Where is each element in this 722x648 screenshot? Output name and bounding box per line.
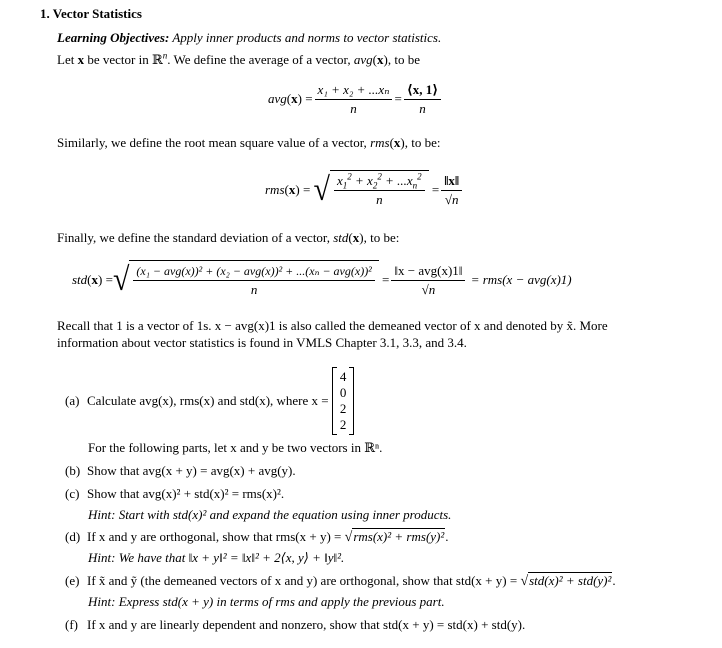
intro-sup-n: n [162, 50, 168, 61]
part-d-text: If x and y are orthogonal, show that rms(x + y) = [87, 529, 342, 544]
std-numerator: (x₁ − avg(x))² + (x₂ − avg(x))² + ...(xₙ − avg(x))² [133, 264, 374, 281]
avg-inner-product: ⟨x, 1⟩ [404, 83, 441, 100]
rms-numerator: $x_1^2 + x_2^2 + ...x_n^2$ [334, 174, 425, 191]
recall-line-2: information about vector statistics is found in VMLS Chapter 3.1, 3.3, and 3.4. [57, 335, 467, 350]
problem-heading [40, 6, 142, 22]
avg-fraction-denominator: n [350, 100, 357, 116]
rms-intro-end: , to be: [404, 135, 441, 150]
problem-number: 1. [40, 6, 50, 21]
avg-fraction-1 [315, 83, 393, 116]
std-intro-text: Finally, we define the standard deviation of a vector, [57, 230, 334, 245]
part-b-label: (b) [65, 463, 81, 478]
part-e-end: . [612, 573, 616, 588]
rms-sqrt-n: √n [444, 191, 459, 207]
vector-entry-3: 2 [339, 401, 347, 416]
rms-intro: Similarly, we define the root mean square value of a vector, rms(x), to be: [57, 135, 441, 150]
part-d-hint: Hint: We have that ‖x + y‖² = ‖x‖² + 2⟨x, y⟩ + ‖y‖². [88, 550, 345, 565]
rms-eq-lhs: rms [265, 182, 285, 197]
std-intro: Finally, we define the standard deviation of a vector, std(x), to be: [57, 230, 400, 245]
part-f-text: If x and y are linearly dependent and nonzero, show that std(x + y) = std(x) + std(y). [87, 617, 526, 632]
part-a-text: Calculate avg(x), rms(x) and std(x), where x = [87, 393, 329, 408]
std-sqrt [113, 260, 379, 300]
vector-entry-4: 2 [339, 417, 347, 432]
vector-entry-1: 4 [339, 369, 347, 384]
part-d-label: (d) [65, 529, 81, 544]
part-c-label: (c) [65, 486, 80, 501]
intro-avg-fn: avg [353, 52, 373, 67]
intro-text-1: Let [57, 52, 78, 67]
objectives-label: Learning Objectives: [57, 30, 170, 45]
intro-text-3: . We define the average of a vector, [167, 52, 354, 67]
std-fraction-2 [391, 264, 465, 297]
avg-equation: avg ( x ) = $\frac{\text{x₁ + x₂ + ...xₙ}}{n}$ = $\frac{⟨x, 1⟩}{n}$ [268, 82, 443, 116]
std-sqrt-n: √n [421, 281, 436, 297]
avg-intro: Let x be vector in ℝ$^n$. We define the average of a vector, avg(x), to be [57, 50, 420, 67]
vector-x-matrix [332, 367, 355, 435]
intro-x: x [77, 52, 85, 67]
part-e-label: (e) [65, 573, 80, 588]
part-e-sqrt: √std(x)² + std(y)² [520, 573, 612, 589]
problem-title: Vector Statistics [52, 6, 142, 21]
learning-objectives [57, 30, 441, 46]
rms-intro-fn: rms [370, 135, 390, 150]
part-b-text: Show that avg(x + y) = avg(x) + avg(y). [87, 463, 296, 478]
avg-eq-lhs: avg [268, 91, 287, 106]
part-a [65, 366, 354, 436]
recall-line-1: Recall that 1 is a vector of 1s. x − avg(x)1 is also called the demeaned vector of x and denoted by x̃. More [57, 318, 608, 333]
avg-fraction-numerator: x₁ + x₂ + ...xₙ [315, 83, 393, 100]
following-parts-intro: For the following parts, let x and y be two vectors in ℝⁿ. [88, 440, 383, 455]
rms-fraction-2 [441, 174, 462, 207]
part-d-end: . [445, 529, 449, 544]
rms-sqrt [314, 170, 429, 210]
intro-text-4: , to be [387, 52, 420, 67]
part-c-hint: Hint: Start with std(x)² and expand the equation using inner products. [88, 507, 452, 522]
matrix-right-bracket [349, 367, 354, 435]
rms-norm: ‖x‖ [441, 174, 462, 191]
std-intro-end: , to be: [363, 230, 400, 245]
part-e [65, 573, 616, 590]
part-d [65, 529, 449, 546]
rms-equation: rms ( x ) = √ $\frac{x_1^2 + x_2^2 + ...x_n^2}{n}$ = $\frac{‖x‖}{√n}$ [265, 165, 464, 215]
avg-fraction-2 [404, 83, 441, 116]
part-e-sqrt-content: std(x)² + std(y)² [529, 573, 612, 588]
vector-entry-2: 0 [339, 385, 347, 400]
objectives-text: Apply inner products and norms to vector statistics. [172, 30, 442, 45]
std-norm: ‖x − avg(x)1‖ [391, 264, 465, 281]
part-d-sqrt-content: rms(x)² + rms(y)² [353, 529, 445, 544]
std-denominator: n [250, 282, 258, 297]
part-b [65, 463, 296, 479]
radical-sign: √ [313, 171, 330, 208]
part-e-text: If x̃ and ỹ (the demeaned vectors of x and y) are orthogonal, show that std(x + y) = [87, 573, 518, 588]
intro-text-2: be vector in ℝ [84, 52, 163, 67]
part-c-text: Show that avg(x)² + std(x)² = rms(x)². [87, 486, 285, 501]
part-c [65, 486, 284, 502]
part-a-label: (a) [65, 393, 80, 408]
part-e-hint: Hint: Express std(x + y) in terms of rms and apply the previous part. [88, 594, 445, 609]
std-equation: std ( x ) = √ $\frac{\text{(x₁ − avg(x))² + (x₂ − avg(x))² + ...(xₙ − avg(x))²}}{n}$ = $\frac{\text{‖x − avg(x)1‖}}{√n}$ = rms(x − avg(x)1) [72, 257, 572, 303]
part-f-label: (f) [65, 617, 78, 632]
part-f [65, 617, 525, 633]
part-d-sqrt: √rms(x)² + rms(y)² [344, 529, 445, 545]
std-intro-fn: std [333, 230, 349, 245]
avg-fraction-2-denominator: n [419, 100, 426, 116]
rms-intro-text: Similarly, we define the root mean square value of a vector, [57, 135, 371, 150]
rms-denominator: n [376, 192, 383, 207]
std-eq-lhs: std [72, 272, 88, 287]
std-rhs: = rms(x − avg(x)1) [470, 272, 572, 287]
matrix-column [337, 369, 350, 433]
std-radical-sign: √ [112, 261, 130, 298]
